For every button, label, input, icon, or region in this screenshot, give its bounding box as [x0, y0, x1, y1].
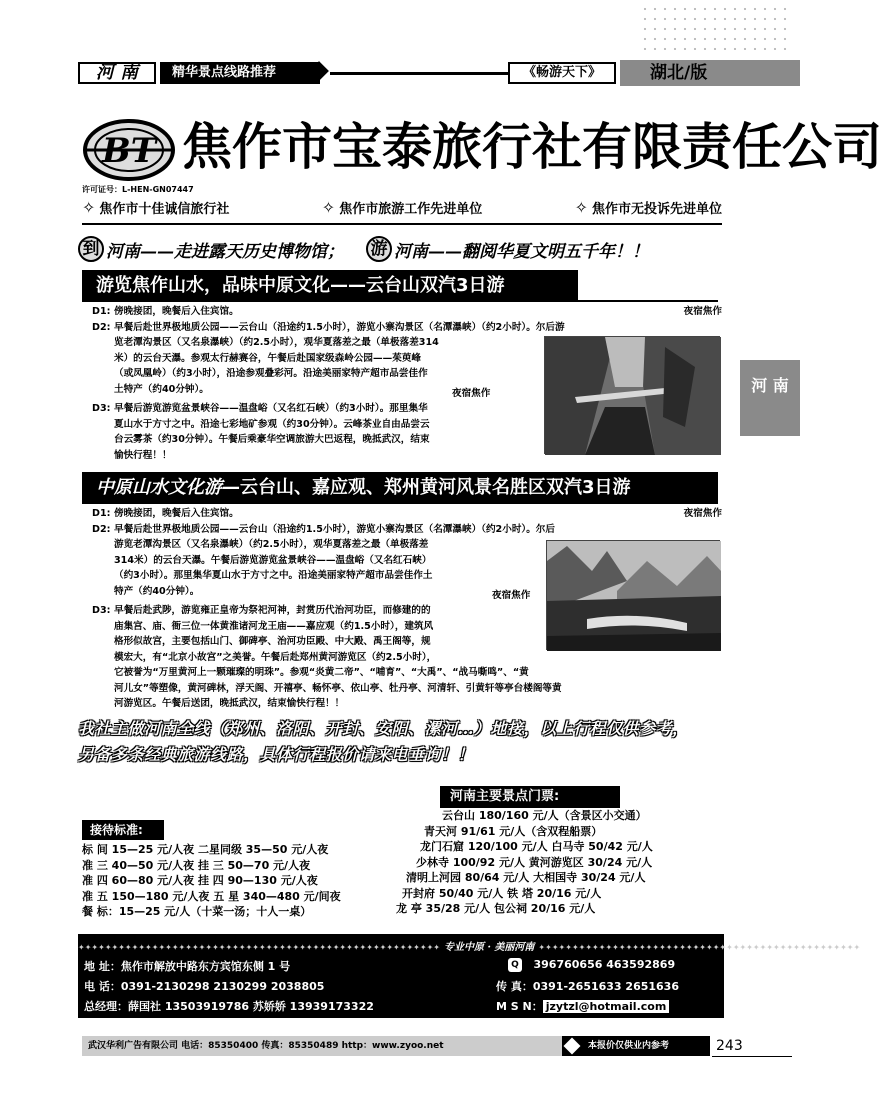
- decorative-dots: [640, 4, 790, 50]
- qq-row: Q 396760656 463592869: [508, 958, 675, 972]
- scenery-photo-mountains: [546, 540, 720, 650]
- footer-printer: 武汉华利广告有限公司 电话：85350400 传真：85350489 http：www.zyoo.net: [82, 1036, 702, 1056]
- promo-text: 我社主做河南全线（郑州、洛阳、开封、安阳、漯河…）地接，以上行程仅供参考， 另备多条经典旅游线路，具体行程报价请来电垂询！！: [78, 719, 689, 764]
- star-icon: ✧: [574, 198, 588, 217]
- list-item: 清明上河园 80/64 元/人 大相国寺 30/24 元/人: [406, 871, 646, 884]
- list-item: 龙 亭 35/28 元/人 包公祠 20/16 元/人: [396, 902, 596, 915]
- overnight-label: 夜宿焦作: [683, 306, 722, 317]
- company-name: 焦作市宝泰旅行社有限责任公司: [182, 117, 882, 176]
- scenery-photo-canyon: [544, 336, 720, 454]
- slogan-char: 到: [78, 236, 104, 262]
- list-item: 开封府 50/40 元/人 铁 塔 20/16 元/人: [402, 886, 602, 900]
- route-title: 游览焦作山水，品味中原文化——云台山双汽3日游: [82, 270, 578, 302]
- awards-row: [82, 198, 722, 224]
- route-title: 中原山水文化游—云台山、嘉应观、郑州黄河风景名胜区双汽3日游: [82, 472, 718, 504]
- divider: [330, 72, 510, 75]
- section-title: 精华景点线路推荐: [160, 62, 320, 84]
- qq-icon: Q: [508, 958, 522, 972]
- publication-name: 《畅游天下》: [508, 62, 616, 84]
- star-icon: ✧: [321, 198, 336, 217]
- fax: 传 真：0391-2651633 2651636: [496, 980, 679, 993]
- overnight-label: 夜宿焦作: [452, 388, 491, 399]
- overnight-label: 夜宿焦作: [683, 508, 722, 519]
- slogan-part: 河南——走进露天历史博物馆；: [106, 241, 344, 262]
- msn-email[interactable]: jzytzl@hotmail.com: [543, 1000, 670, 1013]
- slogan-part: 河南——翻阅华夏文明五千年！！: [394, 241, 649, 262]
- award-item: ✧ 焦作市无投诉先进单位: [574, 198, 722, 217]
- address: 地 址：焦作市解放中路东方宾馆东侧 1 号: [84, 960, 291, 973]
- tickets-list: [380, 808, 680, 917]
- list-item: 龙门石窟 120/100 元/人 白马寺 50/42 元/人: [420, 840, 653, 853]
- company-logo: [82, 118, 176, 182]
- list-item: 准 四 60—80 元/人夜 挂 四 90—130 元/人夜: [82, 874, 318, 887]
- contact-panel: [78, 934, 861, 1018]
- page-number: 243: [716, 1038, 743, 1054]
- tickets-title: 河南主要景点门票:: [440, 786, 620, 808]
- manager: 总经理：薛国社 13503919786 苏娇娇 13939173322: [84, 1000, 374, 1013]
- overnight-label: 夜宿焦作: [492, 590, 531, 601]
- phone: 电 话：0391-2130298 2130299 2038805: [84, 980, 325, 993]
- region-tag: 河 南: [78, 62, 156, 84]
- footer-note: 本报价仅供业内参考: [562, 1036, 710, 1056]
- list-item: 青天河 91/61 元/人（含双程船票）: [424, 824, 603, 838]
- msn-row: M S N： jzytzl@hotmail.com: [496, 998, 669, 1014]
- list-item: 准 三 40—50 元/人夜 挂 三 50—70 元/人夜: [82, 858, 311, 872]
- list-item: 少林寺 100/92 元/人 黄河游览区 30/24 元/人: [416, 855, 653, 869]
- standards-list: [82, 842, 382, 920]
- star-icon: ✧: [82, 198, 96, 217]
- divider: [712, 1056, 792, 1057]
- banner: ✦✦✦✦✦✦✦✦✦✦✦✦✦✦✦✦✦✦✦✦✦✦✦✦✦✦✦✦✦✦✦✦✦✦✦✦✦✦✦✦✦✦✦✦✦✦✦✦✦✦✦✦✦✦ 专业中原 · 美丽河南 ✦✦✦✦✦✦✦✦✦✦✦✦✦✦✦✦✦✦✦✦✦✦✦✦✦✦✦✦✦✦✦✦✦✦✦✦✦✦✦✦✦✦✦✦✦✦✦✦: [78, 942, 861, 953]
- region-side-tab: 河 南: [740, 360, 800, 436]
- list-item: 准 五 150—180 元/人夜 五 星 340—480 元/间夜: [82, 889, 341, 903]
- svg-text:BT: BT: [101, 131, 157, 171]
- edition-label: 湖北/版: [620, 60, 800, 86]
- standards-title: 接待标准:: [82, 820, 164, 840]
- route2-itinerary: D1: 傍晚接团，晚餐后入住宾馆。 夜宿焦作 D2: 早餐后赴世界极地质公园——云台山（沿途约1.5小时），游览小寨沟景区（名潭瀑峡）（约2小时）。尔后 游览老潭沟景区（又名泉瀑峡）（约2.5小时），观华夏落差之最（单极落差 314米）的云台天瀑。午餐后游览游览盆景峡谷——温盘峪（又名红石峡） （约3小时）。那里集华夏山水于方寸之中。沿途美丽家特产超市品尝佳作土 特产（约40分钟）。 夜宿焦作 D3: 早餐后赴武陟，游览雍正皇帝为祭祀河神，封赏历代治河功臣，而修建的的 庙集宫、庙、衙三位一体黄淮诸河龙王庙——嘉应观（约1.5小时），建筑风 格形似故宫，主要包括山门、御碑亭、治河功臣殿、中大殿、禹王阁等，规 模宏大，有“北京小故宫”之美誉。午餐后赴郑州黄河游览区（约2.5小时）， 它被誉为“万里黄河上一颗璀璨的明珠”。参观“炎黄二帝”、“哺育”、“大禹”、“战马嘶鸣”、“黄 河儿女”等塑像，黄河碑林，浮天阁、开禧亭、畅怀亭、依山亭、牡丹亭、河清轩、引黄轩等亭台楼阁等黄 河游览区。午餐后送团，晚抵武汉，结束愉快行程！！: [92, 508, 722, 709]
- award-item: ✧ 焦作市十佳诚信旅行社: [82, 198, 230, 217]
- list-item: 餐 标：15—25 元/人（十菜一汤；十人一桌）: [82, 905, 312, 918]
- slogan: [78, 234, 718, 264]
- slogan-char: 游: [366, 236, 392, 262]
- list-item: 标 间 15—25 元/人夜 二星同级 35—50 元/人夜: [82, 843, 329, 856]
- list-item: 云台山 180/160 元/人（含景区小交通）: [442, 809, 647, 822]
- license-number: 许可证号：L-HEN-GN07447: [82, 185, 194, 194]
- divider: [578, 300, 718, 302]
- divider: [82, 223, 722, 225]
- award-item: ✧ 焦作市旅游工作先进单位: [321, 198, 483, 217]
- route1-itinerary: D1: 傍晚接团，晚餐后入住宾馆。 夜宿焦作 D2: 早餐后赴世界极地质公园——云台山（沿途约1.5小时），游览小寨沟景区（名潭瀑峡）（约2小时）。尔后游 览老潭沟景区（又名泉瀑峡）（约2.5小时），观华夏落差之最（单极落差314 米）的云台天瀑。参观太行赫赛谷，午餐后赴国家级森岭公园——茱萸峰 （或凤凰岭）（约3小时），沿途参观叠彩河。沿途美丽家特产超市品尝佳作 土特产（约40分钟）。 夜宿焦作 D3: 早餐后游览游览盆景峡谷——温盘峪（又名红石峡）（约3小时）。那里集华 夏山水于方寸之中。沿途七彩地矿参观（约30分钟）。云峰茶业自由品尝云 台云雾茶（约30分钟）。午餐后乘豪华空调旅游大巴返程，晚抵武汉，结束 愉快行程！！: [92, 306, 722, 461]
